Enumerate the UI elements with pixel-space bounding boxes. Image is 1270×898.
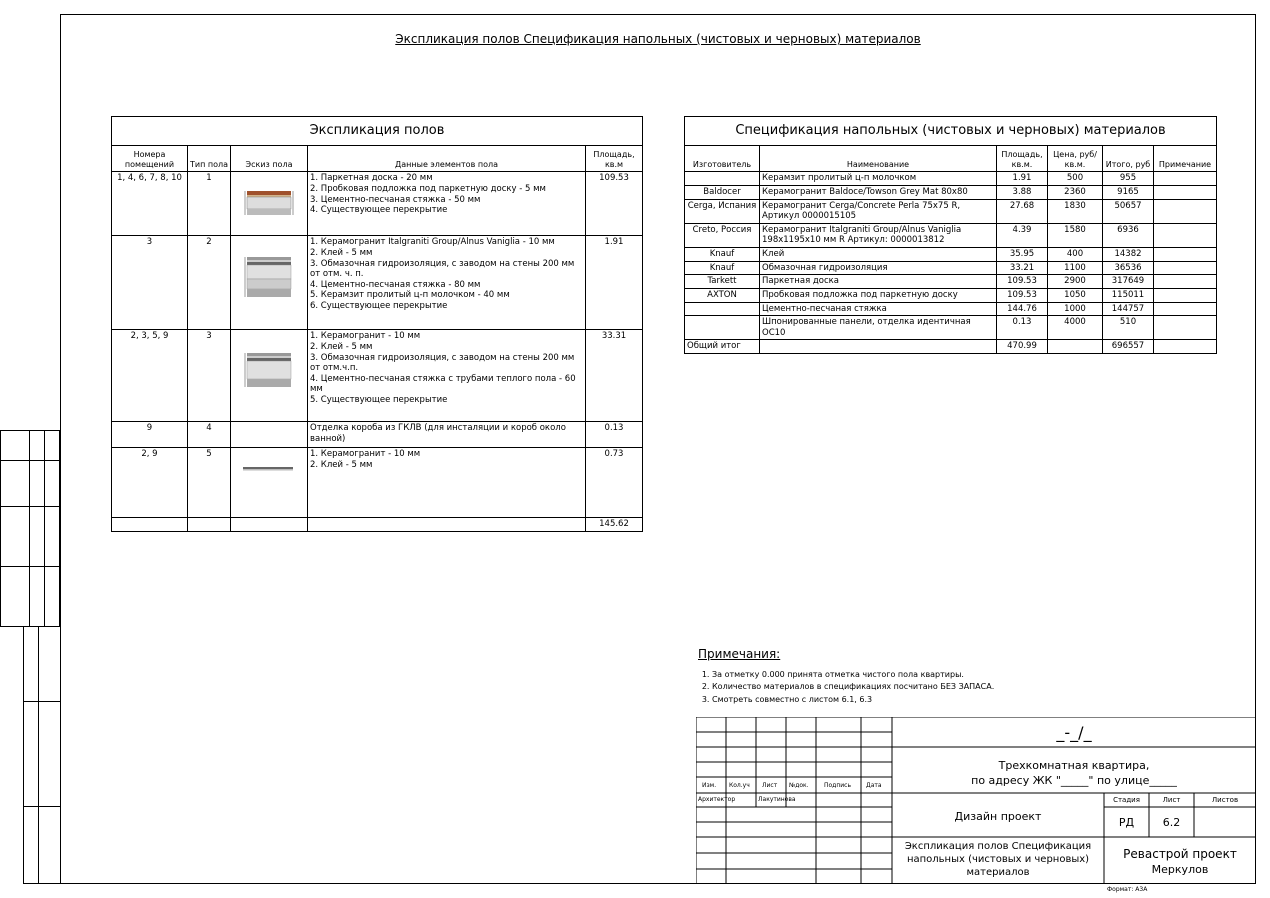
table-row: 1, 4, 6, 7, 8, 10 1 1. Паркетная доска - 20 мм 2. Пробковая подложка под паркетную доску - 5 мм 3. Цементно-песчаная стяжка - 50 мм 4. Существующее перекрытие 109.53 — [112, 172, 643, 236]
explication-table — [111, 116, 643, 532]
table-row: Tarkett Паркетная доска 109.53 2900 317649 — [685, 275, 1217, 289]
col-note: Примечание — [1154, 146, 1217, 172]
table-row: 3 2 1. Керамогранит Italgraniti Group/Alnus Vaniglia - 10 мм 2. Клей - 5 мм 3. Обмазочная гидроизоляция, с заводом на стены 200 мм от отм. ч. п. 4. Цементно-песчаная стяжка - 80 мм 5. Керамзит пролитый ц-п молочком - 40 мм 6. Существующее перекрытие 1.91 — [112, 236, 643, 330]
architect-label: Архитектор — [698, 796, 736, 803]
table-row: 9 4 Отделка короба из ГКЛВ (для инсталяции и короб около ванной) 0.13 — [112, 422, 643, 448]
table-row: 2, 3, 5, 9 3 1. Керамогранит - 10 мм 2. Клей - 5 мм 3. Обмазочная гидроизоляция, с заводом на стены 200 мм от отм.ч.п. 4. Цементно-песчаная стяжка с трубами теплого пола - 60 мм 5. Существующее перекрытие 33.31 — [112, 330, 643, 422]
specification-title: Спецификация напольных (чистовых и черновых) материалов — [685, 117, 1217, 146]
col-data: Данные элементов пола — [308, 146, 586, 172]
table-row: Knauf Обмазочная гидроизоляция 33.21 1100 36536 — [685, 261, 1217, 275]
table-row: Шпонированные панели, отделка идентичная ОС10 0.13 4000 510 — [685, 316, 1217, 340]
format-label: Формат: А3А — [1107, 886, 1148, 893]
sheet-value: 6.2 — [1162, 816, 1181, 829]
table-row: Керамзит пролитый ц-п молочком 1.91 500 955 — [685, 172, 1217, 186]
col-area: Площадь, кв.м. — [997, 146, 1048, 172]
explication-total-row: 145.62 — [112, 518, 643, 532]
note-item: 2. Количество материалов в спецификациях посчитано БЕЗ ЗАПАСА. — [712, 681, 994, 693]
notes-heading: Примечания: — [698, 647, 781, 661]
note-item: 1. За отметку 0.000 принята отметка чистого пола квартиры. — [712, 669, 994, 681]
specification-table — [684, 116, 1217, 354]
left-binding-strip-top — [0, 430, 60, 627]
floor-sketch-1 — [231, 172, 308, 236]
table-row: Cerga, Испания Керамогранит Cerga/Concrete Perla 75х75 R, Артикул 0000015105 27.68 1830 50657 — [685, 199, 1217, 223]
project-line-2: по адресу ЖК "_____" по улице_____ — [971, 774, 1177, 787]
floor-sketch-5 — [231, 448, 308, 518]
sheet-title: Экспликация полов Спецификация напольных (чистовых и черновых) материалов — [395, 32, 921, 46]
note-item: 3. Смотреть совместно с листом 6.1, 6.3 — [712, 694, 994, 706]
title-block: Изм. Кол.уч Лист №док. Подпись Дата Архитектор Лакутинова _-_/_ Трехкомнатная квартира, по адресу ЖК "_____" по улице_____ Дизайн проект Стадия Лист Листов РД 6.2 Экспликация полов Спецификация напольных (чистовых и черновых) материалов Ревастрой проект Меркулов — [696, 717, 1256, 884]
table-row: AXTON Пробковая подложка под паркетную доску 109.53 1050 115011 — [685, 288, 1217, 302]
design-label: Дизайн проект — [954, 810, 1042, 823]
col-type: Тип пола — [188, 146, 231, 172]
table-row: 2, 9 5 1. Керамогранит - 10 мм 2. Клей - 5 мм 0.73 — [112, 448, 643, 518]
explication-title: Экспликация полов — [112, 117, 643, 146]
sheets-label: Листов — [1211, 796, 1239, 804]
col-area: Площадь, кв.м — [586, 146, 643, 172]
drawing-title: Экспликация полов Спецификация напольных (чистовых и черновых) материалов — [904, 841, 1092, 878]
table-row: Цементно-песчаная стяжка 144.76 1000 144757 — [685, 302, 1217, 316]
stage-label: Стадия — [1113, 796, 1140, 804]
stage-value: РД — [1118, 816, 1135, 829]
project-line-1: Трехкомнатная квартира, — [998, 759, 1150, 772]
col-sketch: Эскиз пола — [231, 146, 308, 172]
left-binding-strip-bottom — [23, 626, 61, 884]
drawing-code: _-_/_ — [1056, 723, 1092, 742]
floor-sketch-3 — [231, 330, 308, 422]
notes-block — [698, 647, 994, 706]
col-sum: Итого, руб — [1103, 146, 1154, 172]
col-rooms: Номера помещений — [112, 146, 188, 172]
company-line-2: Меркулов — [1151, 863, 1209, 876]
col-maker: Изготовитель — [685, 146, 760, 172]
table-row: Knauf Клей 35.95 400 14382 — [685, 248, 1217, 262]
col-name: Наименование — [760, 146, 997, 172]
sheet-label: Лист — [1162, 796, 1181, 804]
col-price: Цена, руб/кв.м. — [1048, 146, 1103, 172]
company-line-1: Ревастрой проект — [1123, 847, 1237, 861]
specification-total-row: Общий итог 470.99 696557 — [685, 340, 1217, 354]
architect-name: Лакутинова — [758, 796, 796, 803]
table-row: Baldocer Керамогранит Baldoce/Towson Grey Mat 80х80 3.88 2360 9165 — [685, 185, 1217, 199]
floor-sketch-2 — [231, 236, 308, 330]
table-row: Creto, Россия Керамогранит Italgraniti Group/Alnus Vaniglia 198х1195х10 мм R Артикул: 0000013812 4.39 1580 6936 — [685, 223, 1217, 247]
